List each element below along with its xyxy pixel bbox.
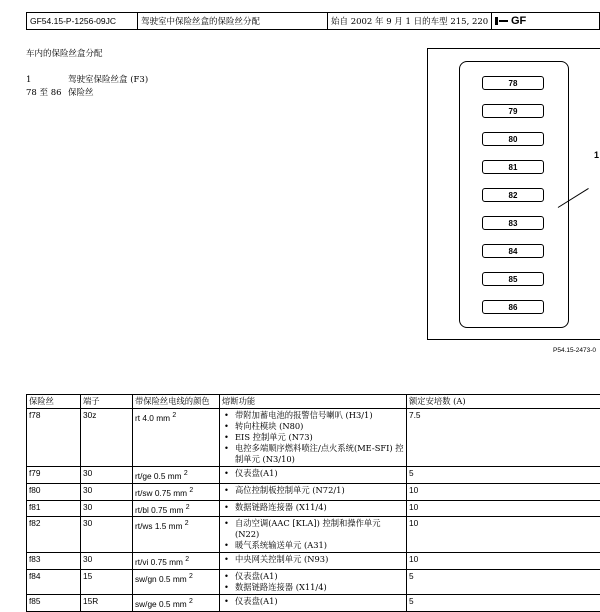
unit-superscript: 2 — [189, 573, 193, 580]
wire-color-cell — [133, 409, 220, 467]
fuse-cell: f79 — [27, 467, 81, 484]
amperage-cell: 5 — [407, 595, 600, 612]
terminal-cell: 30 — [81, 500, 133, 517]
fuse-cell: f78 — [27, 409, 81, 467]
amperage-cell: 10 — [407, 483, 600, 500]
unit-superscript: 2 — [185, 556, 189, 563]
fuse-table — [26, 394, 600, 612]
legend-item — [26, 86, 94, 98]
col-header-fuse: 保险丝 — [27, 395, 81, 409]
function-item: • 中央网关控制单元 (N93) — [222, 554, 404, 565]
table-row — [27, 553, 600, 570]
amperage-cell: 10 — [407, 500, 600, 517]
function-item: • 数据链路连接器 (X11/4) — [222, 502, 404, 513]
function-item: • 电控多端顺序燃料喷注/点火系统(ME-SFI) 控制单元 (N3/10) — [222, 443, 404, 465]
col-header-function: 熔断功能 — [220, 395, 407, 409]
amperage-cell: 10 — [407, 553, 600, 570]
function-cell — [220, 483, 407, 500]
terminal-cell: 15 — [81, 570, 133, 595]
fuse-81: 81 — [482, 160, 544, 174]
fuse-box-diagram — [427, 48, 600, 340]
fuse-84: 84 — [482, 244, 544, 258]
wire-spec: sw/gn 0.5 mm — [135, 574, 187, 584]
function-cell — [220, 500, 407, 517]
fuse-cell: f82 — [27, 517, 81, 553]
amperage-cell: 5 — [407, 467, 600, 484]
function-item: • 自动空调(AAC [KLA]) 控制和操作单元 (N22) — [222, 518, 404, 540]
fuse-box-outline — [459, 61, 569, 328]
fuse-cell: f83 — [27, 553, 81, 570]
fuse-80: 80 — [482, 132, 544, 146]
table-row — [27, 500, 600, 517]
document-header — [26, 12, 600, 30]
unit-superscript: 2 — [189, 487, 193, 494]
table-row — [27, 483, 600, 500]
col-header-terminal: 端子 — [81, 395, 133, 409]
flag-icon — [495, 16, 509, 26]
wire-color-cell — [133, 467, 220, 484]
wire-spec: rt/ge 0.5 mm — [135, 471, 182, 481]
unit-superscript: 2 — [172, 412, 176, 419]
wire-color-cell — [133, 570, 220, 595]
wire-spec: sw/ge 0.5 mm — [135, 599, 187, 609]
wire-color-cell — [133, 517, 220, 553]
terminal-cell: 30z — [81, 409, 133, 467]
fuse-82: 82 — [482, 188, 544, 202]
col-header-wire-color: 带保险丝电线的颜色 — [133, 395, 220, 409]
wire-spec: rt/sw 0.75 mm — [135, 488, 187, 498]
fuse-cell: f85 — [27, 595, 81, 612]
terminal-cell: 30 — [81, 517, 133, 553]
figure-reference: P54.15-2473-0 — [553, 347, 596, 354]
function-item: • EIS 控制单元 (N73) — [222, 432, 404, 443]
unit-superscript: 2 — [189, 598, 193, 605]
fuse-cell: f81 — [27, 500, 81, 517]
wire-spec: rt/bl 0.75 mm — [135, 504, 183, 514]
doc-title: 驾驶室中保险丝盒的保险丝分配 — [138, 13, 328, 29]
doc-id: GF54.15-P-1256-09JC — [27, 13, 138, 29]
unit-superscript: 2 — [186, 504, 190, 511]
fuse-cell: f84 — [27, 570, 81, 595]
function-item: • 仪表盘(A1) — [222, 596, 404, 607]
function-item: • 高位控制板控制单元 (N72/1) — [222, 485, 404, 496]
unit-superscript: 2 — [185, 520, 189, 527]
function-item: • 带附加蓄电池的报警信号喇叭 (H3/1) — [222, 410, 404, 421]
function-item: • 暖气系统输送单元 (A31) — [222, 540, 404, 551]
amperage-cell: 5 — [407, 570, 600, 595]
legend-key: 78 至 86 — [26, 86, 68, 98]
fuse-78: 78 — [482, 76, 544, 90]
fuse-cell: f80 — [27, 483, 81, 500]
wire-spec: rt/ws 1.5 mm — [135, 521, 182, 531]
gf-logo-text: GF — [511, 15, 526, 27]
function-item: • 仪表盘(A1) — [222, 571, 404, 582]
col-header-amperage: 额定安培数 (A) — [407, 395, 600, 409]
terminal-cell: 30 — [81, 553, 133, 570]
terminal-cell: 15R — [81, 595, 133, 612]
wire-color-cell — [133, 500, 220, 517]
legend-item — [26, 73, 148, 85]
wire-color-cell — [133, 483, 220, 500]
function-cell — [220, 570, 407, 595]
wire-spec: rt/vi 0.75 mm — [135, 557, 183, 567]
wire-color-cell — [133, 553, 220, 570]
doc-validity: 始自 2002 年 9 月 1 日的车型 215, 220 — [328, 13, 492, 29]
table-row — [27, 409, 600, 467]
table-row — [27, 570, 600, 595]
wire-spec: rt 4.0 mm — [135, 413, 170, 423]
function-cell — [220, 553, 407, 570]
function-cell — [220, 517, 407, 553]
function-cell — [220, 467, 407, 484]
amperage-cell: 10 — [407, 517, 600, 553]
terminal-cell: 30 — [81, 483, 133, 500]
gf-logo — [492, 13, 599, 29]
terminal-cell: 30 — [81, 467, 133, 484]
legend-text: 保险丝 — [68, 88, 94, 98]
legend-text: 驾驶室保险丝盒 (F3) — [68, 75, 148, 85]
fuse-85: 85 — [482, 272, 544, 286]
function-item: • 数据链路连接器 (X11/4) — [222, 582, 404, 593]
callout-number: 1 — [594, 150, 599, 160]
unit-superscript: 2 — [184, 470, 188, 477]
fuse-79: 79 — [482, 104, 544, 118]
table-row — [27, 517, 600, 553]
legend-key: 1 — [26, 75, 68, 85]
fuse-table-body — [27, 409, 600, 612]
table-row — [27, 467, 600, 484]
function-item: • 仪表盘(A1) — [222, 468, 404, 479]
function-item: • 转向柱模块 (N80) — [222, 421, 404, 432]
section-title: 车内的保险丝盒分配 — [26, 47, 103, 59]
fuse-83: 83 — [482, 216, 544, 230]
amperage-cell: 7.5 — [407, 409, 600, 467]
function-cell — [220, 409, 407, 467]
table-header-row — [27, 395, 600, 409]
fuse-86: 86 — [482, 300, 544, 314]
